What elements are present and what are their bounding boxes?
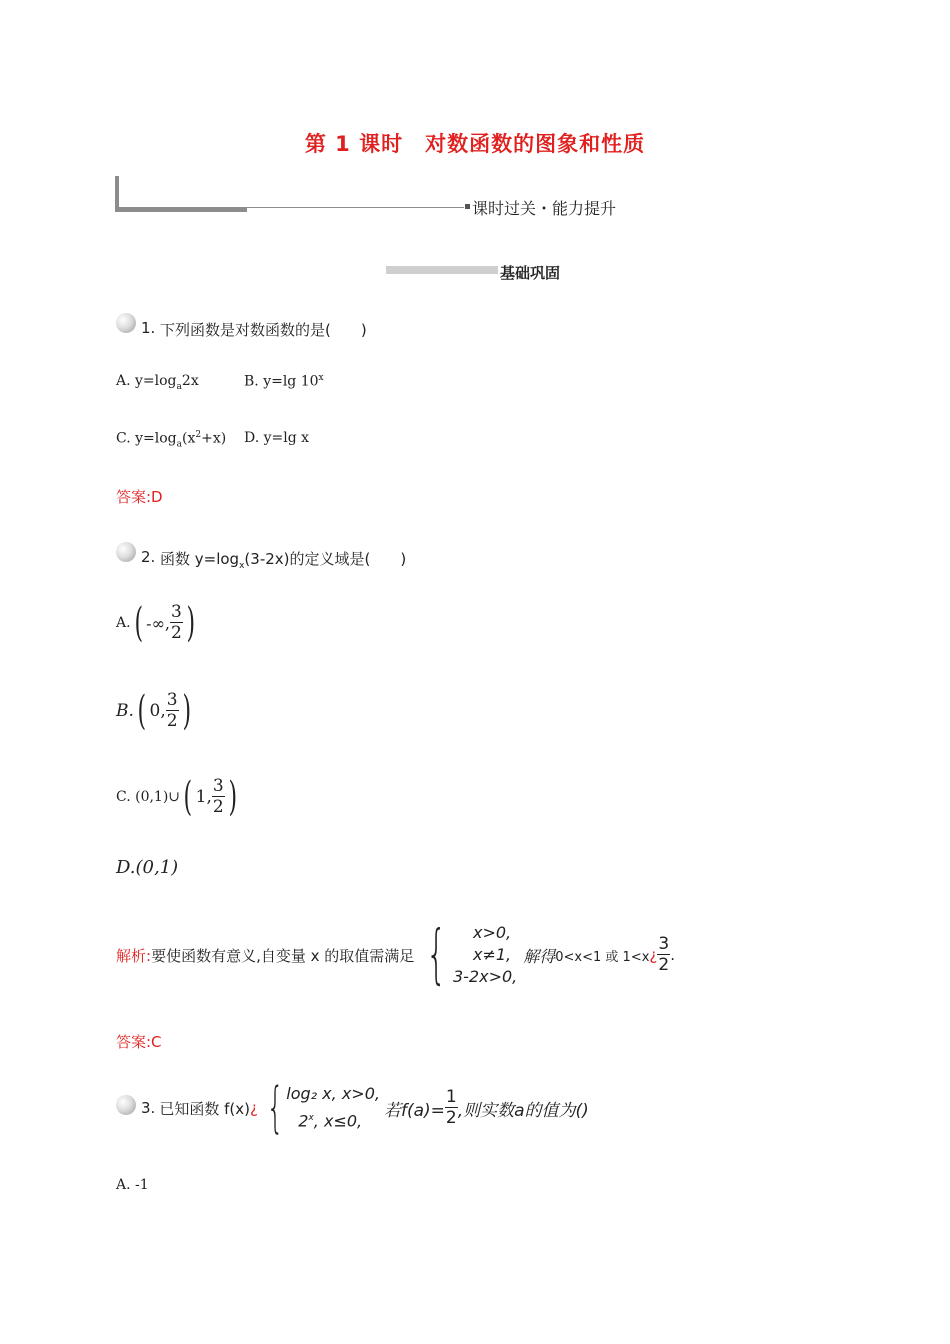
piecewise-cases bbox=[286, 1082, 380, 1133]
question-3-stem-a: 已知函数 f(x) bbox=[159, 1099, 250, 1118]
option-a-fraction bbox=[170, 604, 183, 642]
option-b-text: B. y=lg 10 bbox=[244, 373, 319, 390]
question-2-analysis bbox=[116, 920, 675, 990]
question-2-stem bbox=[160, 548, 406, 571]
right-paren: ) bbox=[228, 774, 237, 820]
condition-system bbox=[453, 922, 517, 988]
subsection-label: 基础巩固 bbox=[500, 264, 561, 282]
option-c-text: C. y=log bbox=[116, 430, 177, 447]
result-fraction bbox=[657, 936, 670, 974]
fraction-denominator: 2 bbox=[171, 623, 182, 643]
subsection-bar bbox=[386, 266, 498, 274]
option-c-sub: a bbox=[176, 439, 182, 450]
question-2-option-a bbox=[116, 598, 198, 648]
left-paren: ( bbox=[134, 600, 143, 646]
fraction-denominator: 2 bbox=[658, 955, 670, 975]
question-2-number: 2. bbox=[141, 548, 156, 566]
question-1-option-b bbox=[244, 373, 324, 390]
question-ball-icon bbox=[116, 1095, 136, 1115]
left-paren: ( bbox=[137, 688, 147, 734]
option-c-left: 1, bbox=[195, 787, 212, 807]
question-3-stem-b: 若f(a)= bbox=[383, 1100, 445, 1121]
option-c-tail-a: (x bbox=[182, 430, 196, 447]
condition-2: x≠1, bbox=[472, 945, 512, 964]
left-brace: { bbox=[266, 1076, 284, 1139]
fraction-denominator: 2 bbox=[445, 1108, 457, 1128]
question-2-stem-b: (3-2x)的定义域是( ) bbox=[244, 550, 407, 568]
question-3-option-a: A. -1 bbox=[116, 1177, 149, 1193]
fraction-denominator: 2 bbox=[166, 711, 178, 731]
fraction-numerator: 3 bbox=[171, 602, 182, 622]
right-paren: ) bbox=[182, 688, 191, 734]
option-c-label: C. (0,1)∪ bbox=[116, 789, 181, 805]
fraction-denominator: 2 bbox=[212, 797, 224, 817]
question-3-stem-c: ,则实数a的值为() bbox=[457, 1100, 589, 1121]
question-1-answer: 答案:D bbox=[116, 488, 163, 506]
case-2-sup: x bbox=[308, 1113, 314, 1124]
option-b-fraction bbox=[166, 692, 179, 730]
question-3-glyph: ¿ bbox=[249, 1099, 258, 1117]
option-a-text: A. y=log bbox=[116, 373, 177, 389]
case-2 bbox=[286, 1106, 380, 1133]
option-a-left: -∞, bbox=[146, 613, 170, 633]
result-end: . bbox=[670, 946, 675, 964]
case-1: log₂ x, x>0, bbox=[286, 1084, 380, 1104]
option-a-label: A. bbox=[116, 615, 131, 631]
analysis-text: 要使函数有意义,自变量 x 的取值需满足 bbox=[151, 946, 415, 965]
question-2-answer: 答案:C bbox=[116, 1033, 162, 1051]
analysis-label: 解析: bbox=[116, 946, 152, 965]
section-label: 课时过关・能力提升 bbox=[472, 199, 617, 218]
question-2-stem-a: 函数 y=log bbox=[160, 550, 240, 568]
question-3-stem bbox=[141, 1078, 589, 1138]
option-b-sup: x bbox=[318, 373, 324, 383]
result-glyph: ¿ bbox=[649, 946, 658, 964]
question-3-number: 3. bbox=[141, 1099, 156, 1117]
fraction-numerator: 3 bbox=[212, 776, 224, 796]
question-1-option-a bbox=[116, 373, 199, 392]
condition-1: x>0, bbox=[472, 923, 512, 942]
right-paren: ) bbox=[186, 600, 195, 646]
fraction-numerator: 3 bbox=[658, 934, 670, 954]
section-bracket-horizontal bbox=[115, 207, 247, 212]
case-2-tail: , x≤0, bbox=[313, 1111, 363, 1131]
question-2-option-c bbox=[116, 772, 240, 822]
question-1-number: 1. bbox=[141, 319, 156, 337]
left-paren: ( bbox=[183, 774, 193, 820]
question-ball-icon bbox=[116, 313, 136, 333]
question-1-option-c bbox=[116, 430, 226, 449]
result-text: 0<x<1 或 1<x bbox=[555, 949, 650, 965]
option-a-sub: a bbox=[176, 381, 182, 392]
option-b-label: B. bbox=[116, 701, 134, 721]
fraction-numerator: 3 bbox=[166, 690, 178, 710]
condition-3: 3-2x>0, bbox=[452, 967, 518, 986]
solve-text: 解得 bbox=[523, 946, 556, 966]
option-c-fraction bbox=[212, 778, 225, 816]
question-3-fraction bbox=[445, 1089, 458, 1127]
question-ball-icon bbox=[116, 542, 136, 562]
question-2-option-b bbox=[116, 686, 194, 736]
question-1-option-d: D. y=lg x bbox=[244, 430, 310, 446]
question-2-option-d: D.(0,1) bbox=[116, 857, 179, 878]
option-a-tail: 2x bbox=[181, 373, 199, 389]
section-marker-icon bbox=[465, 204, 470, 209]
fraction-numerator: 1 bbox=[445, 1087, 457, 1107]
option-c-sup: 2 bbox=[195, 430, 202, 440]
option-b-left: 0, bbox=[149, 701, 166, 721]
left-brace: { bbox=[426, 918, 447, 992]
option-c-tail-b: +x) bbox=[201, 430, 227, 447]
case-2-base: 2 bbox=[298, 1111, 309, 1131]
question-2-stem-sub: x bbox=[239, 561, 245, 571]
question-1-stem: 下列函数是对数函数的是( ) bbox=[160, 321, 367, 339]
page-title: 第 1 课时 对数函数的图象和性质 bbox=[304, 132, 646, 156]
section-divider bbox=[246, 207, 464, 208]
